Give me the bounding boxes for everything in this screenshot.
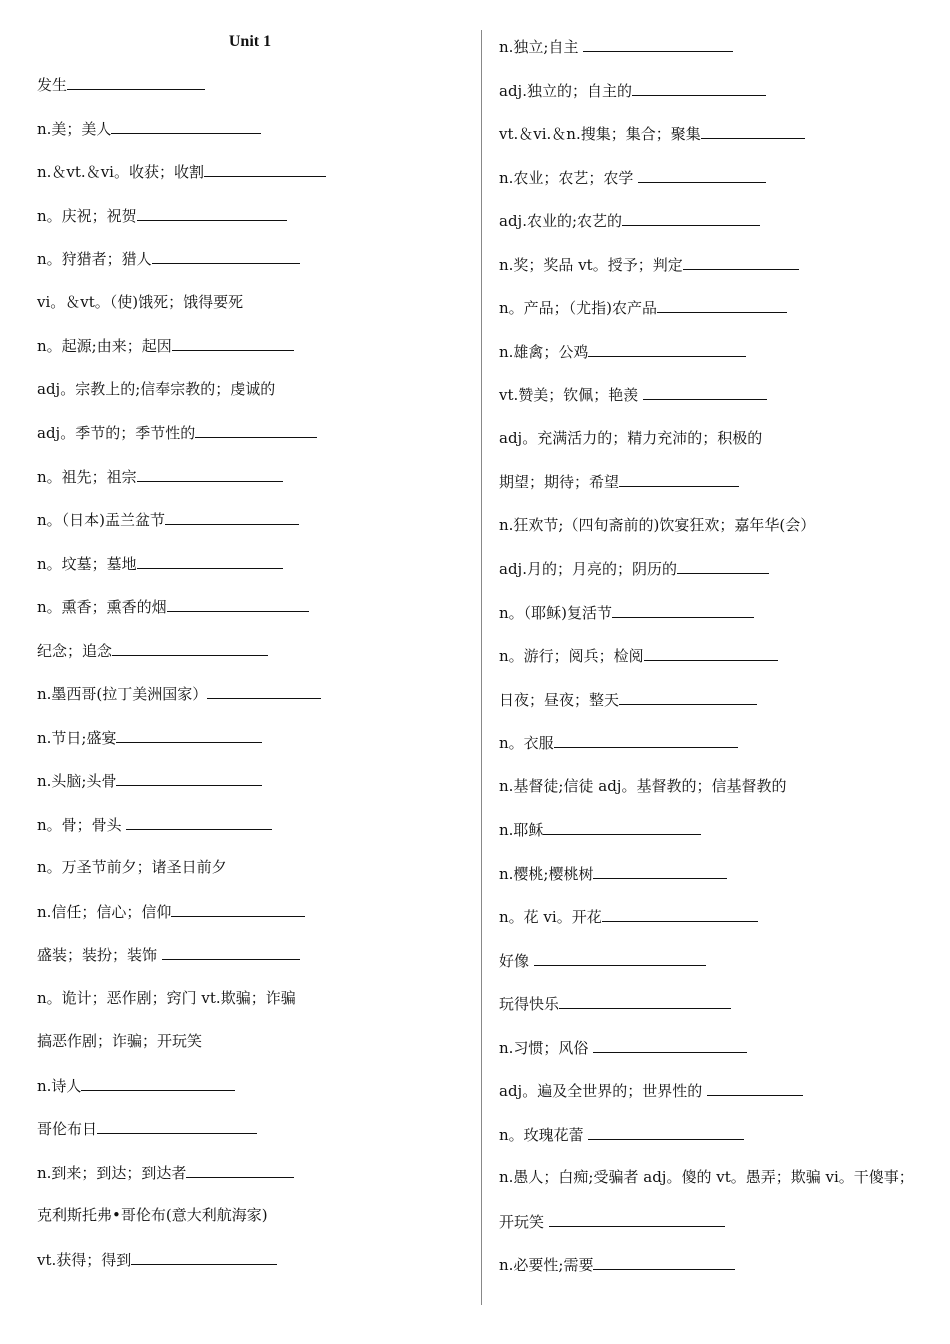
- vocab-definition: n。万圣节前夕；诸圣日前夕: [37, 858, 227, 876]
- vocab-entry: [37, 1249, 277, 1269]
- page-title: Unit 1: [228, 33, 272, 50]
- answer-blank[interactable]: [602, 906, 758, 922]
- vocab-entry: [37, 1075, 235, 1095]
- vocab-entry: [499, 471, 739, 491]
- vocab-entry: [37, 205, 287, 225]
- vocab-entry: [499, 732, 738, 752]
- vocab-entry: [499, 428, 762, 448]
- vocab-entry: [37, 1205, 268, 1225]
- vocab-definition: n。起源;由来；起因: [37, 337, 172, 355]
- vocab-entry: [499, 1037, 747, 1057]
- answer-blank[interactable]: [81, 1075, 235, 1091]
- vocab-definition: n。花 vi。开花: [499, 908, 602, 926]
- vocab-entry: [499, 297, 787, 317]
- answer-blank[interactable]: [97, 1118, 257, 1134]
- answer-blank[interactable]: [588, 1124, 744, 1140]
- vocab-entry: [37, 509, 299, 529]
- vocab-definition: adj.月的；月亮的；阴历的: [499, 560, 677, 578]
- vocab-definition: n。玫瑰花蕾: [499, 1125, 589, 1144]
- vocab-definition: 日夜；昼夜；整天: [499, 690, 620, 709]
- vocab-definition: n.墨西哥(拉丁美洲国家）: [37, 685, 208, 703]
- vocab-definition: n.农业；农艺；农学: [499, 168, 639, 187]
- vocab-definition: n.独立;自主: [499, 38, 584, 56]
- vocab-definition: vi。＆vt。（使)饿死；饿得要死: [37, 292, 244, 311]
- vocab-entry: [37, 422, 317, 442]
- answer-blank[interactable]: [204, 161, 326, 177]
- vocab-definition: n。祖先；祖宗: [37, 467, 137, 486]
- vocab-definition: n.樱桃;樱桃树: [499, 864, 594, 883]
- answer-blank[interactable]: [549, 1211, 725, 1227]
- vocab-definition: n.耶稣: [499, 821, 544, 839]
- vocab-definition: n.奖；奖品 vt。授予；判定: [499, 255, 683, 274]
- vocab-definition: 好像: [499, 951, 534, 970]
- answer-blank[interactable]: [116, 770, 262, 786]
- vocab-entry: [37, 466, 283, 486]
- answer-blank[interactable]: [207, 683, 321, 699]
- vocab-entry: [499, 645, 778, 665]
- answer-blank[interactable]: [593, 1254, 735, 1270]
- vocab-definition: 克利斯托弗•哥伦布(意大利航海家): [37, 1206, 268, 1224]
- vocab-entry: [499, 341, 746, 361]
- vocab-entry: [37, 335, 294, 355]
- vocab-definition: n。庆祝；祝贺: [37, 206, 137, 225]
- answer-blank[interactable]: [622, 210, 760, 226]
- answer-blank[interactable]: [643, 384, 767, 400]
- vocab-entry: [499, 819, 701, 839]
- vocab-entry: [499, 993, 731, 1013]
- vocab-entry: [499, 950, 706, 970]
- vocab-definition: 纪念；追念: [37, 641, 113, 660]
- answer-blank[interactable]: [186, 1162, 294, 1178]
- vocab-definition: 哥伦布日: [37, 1120, 98, 1138]
- vocab-entry: [499, 906, 758, 926]
- vocab-entry: [499, 558, 769, 578]
- vocab-entry: [37, 988, 296, 1008]
- vocab-definition: adj.独立的；自主的: [499, 81, 632, 100]
- vocab-definition: 盛装；装扮；装饰: [37, 946, 162, 964]
- vocab-definition: n。坟墓；墓地: [37, 554, 137, 573]
- answer-blank[interactable]: [588, 341, 746, 357]
- answer-blank[interactable]: [112, 640, 268, 656]
- answer-blank[interactable]: [116, 727, 262, 743]
- vocab-definition: 开玩笑: [499, 1212, 549, 1231]
- vocab-definition: n。（日本)盂兰盆节: [37, 511, 166, 529]
- answer-blank[interactable]: [612, 602, 754, 618]
- answer-blank[interactable]: [593, 863, 727, 879]
- answer-blank[interactable]: [619, 471, 739, 487]
- vocab-definition: n.＆vt.＆vi。收获；收割: [37, 163, 204, 181]
- answer-blank[interactable]: [67, 74, 205, 90]
- vocab-definition: adj。充满活力的；精力充沛的；积极的: [499, 428, 763, 447]
- vocab-entry: [499, 384, 767, 404]
- vocab-definition: n.雄禽；公鸡: [499, 342, 589, 361]
- vocab-definition: n。狩猎者；猎人: [37, 250, 152, 268]
- vocab-definition: 搞恶作剧；诈骗；开玩笑: [37, 1032, 203, 1050]
- answer-blank[interactable]: [583, 36, 733, 52]
- vocab-entry: [499, 123, 805, 143]
- answer-blank[interactable]: [701, 123, 805, 139]
- answer-blank[interactable]: [534, 950, 706, 966]
- vocab-definition: n.到来；到达；到达者: [37, 1163, 187, 1182]
- answer-blank[interactable]: [162, 944, 300, 960]
- vocab-definition: n.必要性;需要: [499, 1256, 594, 1274]
- answer-blank[interactable]: [638, 167, 766, 183]
- answer-blank[interactable]: [167, 596, 309, 612]
- vocab-entry: [499, 602, 754, 622]
- vocab-definition: n。熏香；熏香的烟: [37, 598, 167, 616]
- answer-blank[interactable]: [677, 558, 769, 574]
- answer-blank[interactable]: [657, 297, 787, 313]
- answer-blank[interactable]: [554, 732, 738, 748]
- vocab-definition: adj。季节的；季节性的: [37, 424, 196, 442]
- vocab-definition: vt.赞美；钦佩；艳羡: [499, 386, 644, 404]
- vocab-definition: vt.获得；得到: [37, 1250, 132, 1269]
- answer-blank[interactable]: [172, 335, 294, 351]
- vocab-entry: [37, 640, 268, 660]
- vocab-definition: n。产品；（尤指)农产品: [499, 299, 658, 317]
- vocab-definition: adj.农业的;农艺的: [499, 212, 623, 230]
- vocab-entry: [37, 292, 243, 312]
- vocab-entry: [37, 161, 326, 181]
- vocab-definition: n.头脑;头骨: [37, 772, 117, 790]
- answer-blank[interactable]: [111, 118, 261, 134]
- vocab-entry: [37, 814, 272, 834]
- answer-blank[interactable]: [137, 205, 287, 221]
- answer-blank[interactable]: [707, 1080, 803, 1096]
- vocab-definition: n.信任；信心；信仰: [37, 902, 172, 921]
- answer-blank[interactable]: [152, 248, 300, 264]
- answer-blank[interactable]: [126, 814, 272, 830]
- vocab-definition: n。诡计；恶作剧；窍门 vt.欺骗；诈骗: [37, 988, 296, 1007]
- vocab-entry: [499, 776, 786, 796]
- answer-blank[interactable]: [131, 1249, 277, 1265]
- vocab-entry: [499, 1124, 744, 1144]
- vocab-entry: [37, 1031, 202, 1051]
- vocab-entry: [499, 1080, 803, 1100]
- answer-blank[interactable]: [644, 645, 778, 661]
- vocab-entry: [37, 74, 205, 94]
- vocab-entry: [37, 1162, 294, 1182]
- vocab-definition: n。骨；骨头: [37, 815, 127, 834]
- answer-blank[interactable]: [165, 509, 299, 525]
- vocab-definition: n。（耶稣)复活节: [499, 603, 613, 622]
- vocab-entry: [499, 1254, 735, 1274]
- vocab-entry: [37, 727, 262, 747]
- vocab-entry: [37, 596, 309, 616]
- answer-blank[interactable]: [137, 466, 283, 482]
- vocab-entry: [499, 36, 733, 56]
- vocab-entry: [37, 248, 300, 268]
- vocab-entry: [37, 118, 261, 138]
- answer-blank[interactable]: [195, 422, 317, 438]
- answer-blank[interactable]: [171, 901, 305, 917]
- answer-blank[interactable]: [683, 254, 799, 270]
- vocab-entry: [499, 1211, 725, 1231]
- vocab-definition: n。游行；阅兵；检阅: [499, 647, 644, 665]
- vocab-entry: [499, 689, 757, 709]
- vocab-definition: 发生: [37, 76, 68, 94]
- vocab-entry: [499, 80, 766, 100]
- vocab-entry: [499, 515, 815, 535]
- vocab-entry: [499, 210, 760, 230]
- vocab-definition: n.愚人；白痴;受骗者 adj。傻的 vt。愚弄；欺骗 vi。干傻事；: [499, 1168, 914, 1186]
- vocab-definition: 玩得快乐: [499, 995, 560, 1013]
- vocab-entry: [499, 1167, 914, 1187]
- answer-blank[interactable]: [137, 553, 283, 569]
- answer-blank[interactable]: [559, 993, 731, 1009]
- vocab-entry: [499, 167, 766, 187]
- vocab-definition: n.诗人: [37, 1076, 82, 1095]
- vocab-entry: [499, 863, 727, 883]
- vocab-definition: n.美；美人: [37, 119, 112, 138]
- vocab-entry: [37, 1118, 257, 1138]
- vocab-definition: n.基督徒;信徒 adj。基督教的；信基督教的: [499, 776, 787, 795]
- vocab-definition: n.习惯；风俗: [499, 1038, 594, 1057]
- vocab-definition: adj。宗教上的;信奉宗教的；虔诚的: [37, 379, 276, 398]
- vocab-entry: [499, 254, 799, 274]
- answer-blank[interactable]: [632, 80, 766, 96]
- answer-blank[interactable]: [593, 1037, 747, 1053]
- column-divider: [481, 30, 482, 1305]
- vocab-entry: [37, 683, 321, 703]
- vocab-entry: [37, 379, 275, 399]
- vocab-definition: n.节日;盛宴: [37, 728, 117, 747]
- vocab-definition: n.狂欢节;（四旬斋前的)饮宴狂欢；嘉年华(会）: [499, 515, 816, 534]
- answer-blank[interactable]: [543, 819, 701, 835]
- vocab-entry: [37, 901, 305, 921]
- vocab-definition: vt.＆vi.＆n.搜集；集合；聚集: [499, 125, 701, 143]
- vocab-entry: [37, 553, 283, 573]
- vocab-entry: [37, 857, 227, 877]
- answer-blank[interactable]: [619, 689, 757, 705]
- vocab-definition: adj。遍及全世界的；世界性的: [499, 1082, 707, 1100]
- vocab-entry: [37, 944, 300, 964]
- vocab-definition: 期望；期待；希望: [499, 473, 620, 491]
- vocab-definition: n。衣服: [499, 734, 554, 752]
- vocab-entry: [37, 770, 262, 790]
